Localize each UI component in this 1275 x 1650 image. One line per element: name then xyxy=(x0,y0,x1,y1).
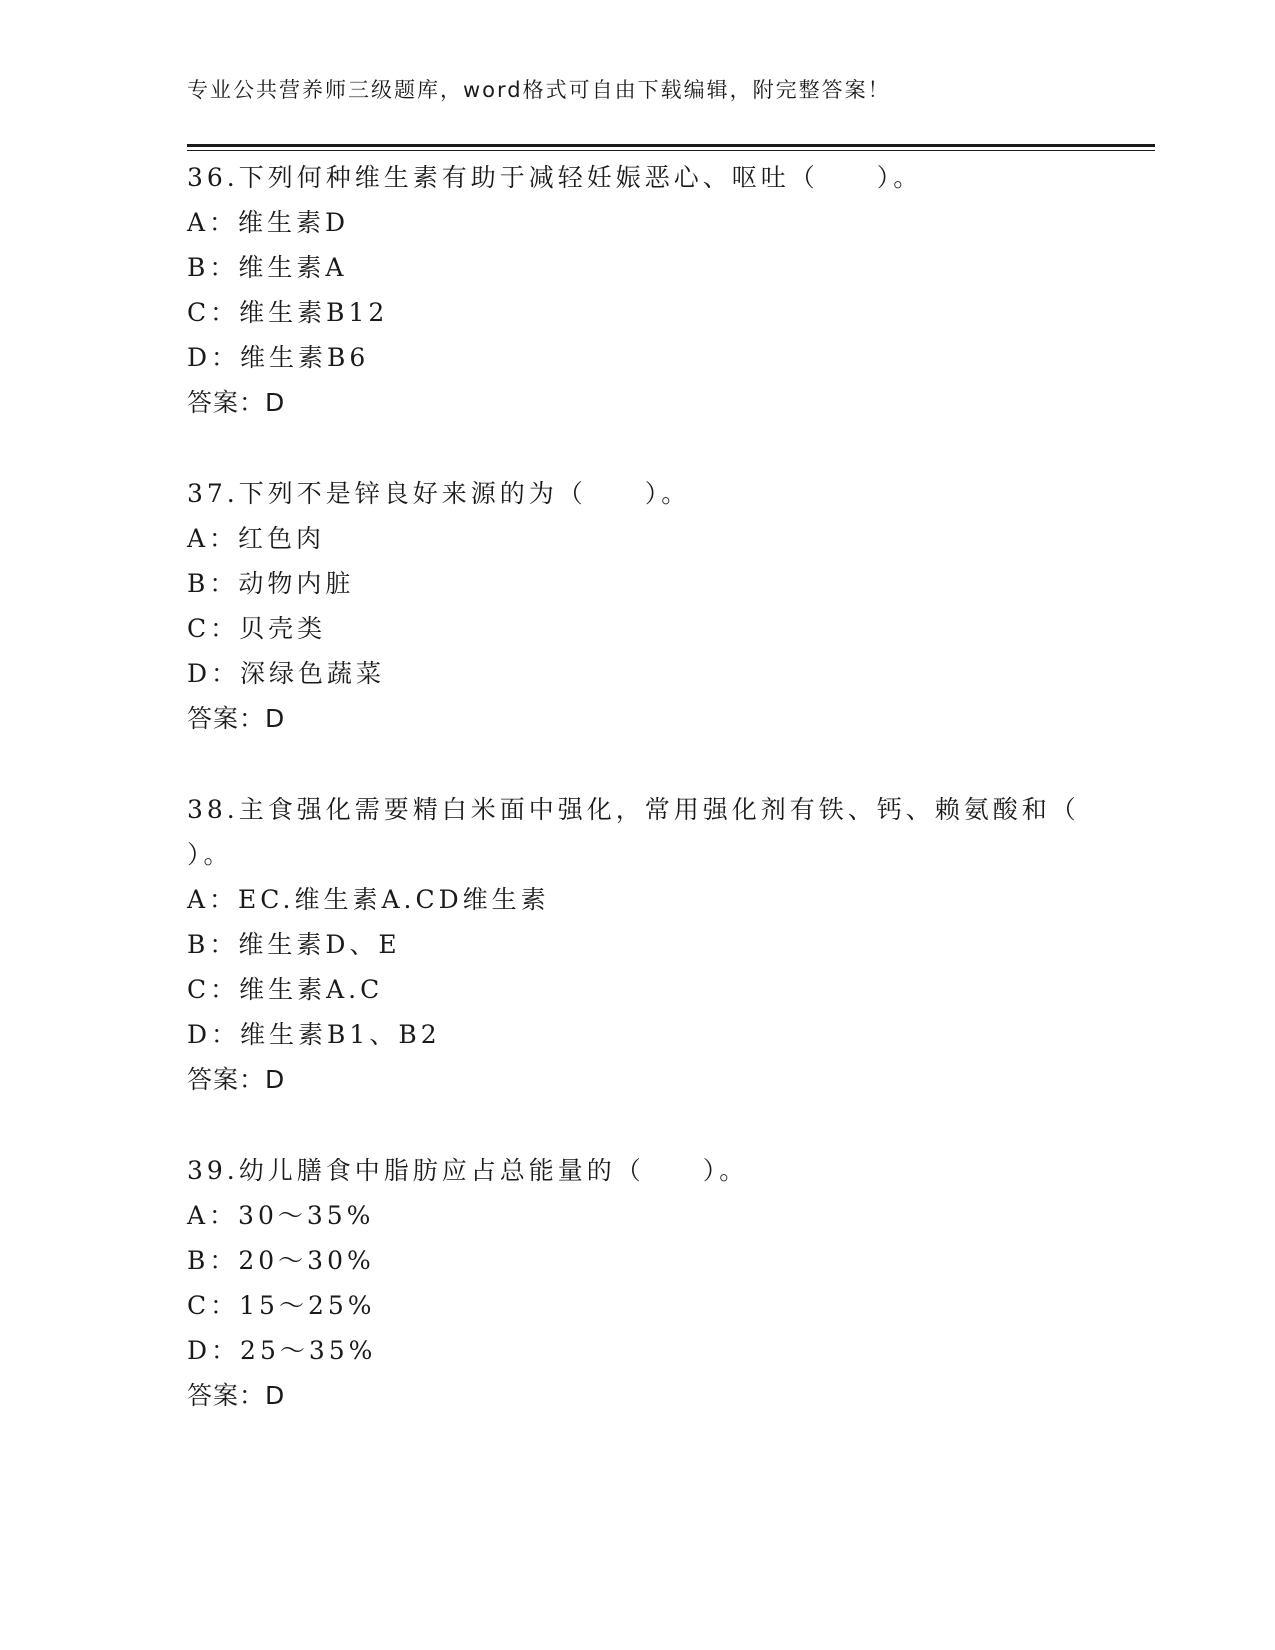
question-36-option-d: D：维生素B6 xyxy=(187,343,370,372)
question-36-option-a: A：维生素D xyxy=(187,208,350,237)
question-39-option-d: D：25～35% xyxy=(187,1336,377,1365)
question-38-option-a: A：EC.维生素A.CD维生素 xyxy=(187,885,550,914)
question-39-option-c: C：15～25% xyxy=(187,1291,376,1320)
question-36-option-b: B：维生素A xyxy=(187,253,348,282)
question-37-answer: 答案：D xyxy=(187,704,286,733)
question-39-stem: 39.幼儿膳食中脂肪应占总能量的（ ）。 xyxy=(187,1156,749,1185)
question-37-option-a: A：红色肉 xyxy=(187,524,326,553)
question-38-option-b: B：维生素D、E xyxy=(187,930,401,959)
question-37-option-d: D：深绿色蔬菜 xyxy=(187,659,386,688)
question-39-answer: 答案：D xyxy=(187,1381,286,1410)
header-rule-thin xyxy=(187,150,1155,151)
question-37-stem: 37.下列不是锌良好来源的为（ ）。 xyxy=(187,479,691,508)
header-rule-thick xyxy=(187,144,1155,147)
question-38-answer: 答案：D xyxy=(187,1065,286,1094)
question-38-stem: 38.主食强化需要精白米面中强化，常用强化剂有铁、钙、赖氨酸和（ xyxy=(187,795,1080,824)
question-37-option-b: B：动物内脏 xyxy=(187,569,355,598)
question-36-answer: 答案：D xyxy=(187,388,286,417)
page-header: 专业公共营养师三级题库，word格式可自由下载编辑，附完整答案！ xyxy=(187,78,891,102)
question-39-option-a: A：30～35% xyxy=(187,1201,375,1230)
question-38-option-d: D：维生素B1、B2 xyxy=(187,1020,441,1049)
question-37-option-c: C：贝壳类 xyxy=(187,614,327,643)
question-38-stem-continued: ）。 xyxy=(187,840,233,869)
question-39-option-b: B：20～30% xyxy=(187,1246,375,1275)
question-38-option-c: C：维生素A.C xyxy=(187,975,384,1004)
question-36-stem: 36.下列何种维生素有助于减轻妊娠恶心、呕吐（ ）。 xyxy=(187,163,923,192)
question-36-option-c: C：维生素B12 xyxy=(187,298,389,327)
